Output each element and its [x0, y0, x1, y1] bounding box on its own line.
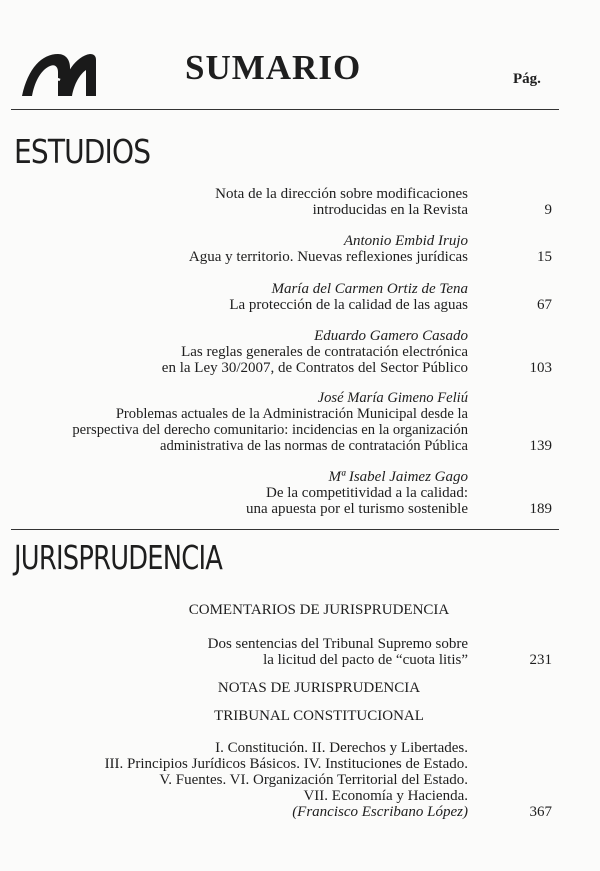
subsection-heading-notas: NOTAS DE JURISPRUDENCIA	[217, 680, 421, 696]
entry-author: Antonio Embid Irujo	[343, 233, 468, 249]
toc-entry[interactable]	[20, 390, 468, 454]
entry-page-number: 231	[529, 652, 552, 668]
entry-page-number: 103	[529, 360, 552, 376]
entry-title-line: administrativa de las normas de contratación Pública	[160, 438, 468, 454]
subsection-heading-tribunal: TRIBUNAL CONSTITUCIONAL	[214, 708, 424, 724]
entry-title-line: Problemas actuales de la Administración Municipal desde la	[115, 406, 468, 422]
entry-title-line: perspectiva del derecho comunitario: incidencias en la organización	[72, 422, 468, 438]
entry-page-number: 367	[529, 804, 552, 820]
header-divider	[11, 109, 559, 110]
toc-entry[interactable]	[20, 740, 468, 820]
page-column-label: Pág.	[513, 71, 541, 87]
section-heading-jurisprudencia: JURISPRUDENCIA	[14, 538, 223, 577]
entry-title-line: Nota de la dirección sobre modificaciones	[215, 186, 468, 202]
entry-page-number: 189	[529, 501, 552, 517]
entry-author: María del Carmen Ortiz de Tena	[271, 281, 468, 297]
entry-title-line: Las reglas generales de contratación electrónica	[181, 344, 468, 360]
entry-page-number: 67	[537, 297, 552, 313]
entry-title-line: I. Constitución. II. Derechos y Libertades.	[215, 740, 468, 756]
journal-logo	[20, 48, 98, 100]
entry-title-line: una apuesta por el turismo sostenible	[245, 501, 468, 517]
entry-author: Eduardo Gamero Casado	[314, 328, 468, 344]
subsection-heading-comentarios: COMENTARIOS DE JURISPRUDENCIA	[188, 602, 450, 618]
section-heading-estudios: ESTUDIOS	[14, 132, 151, 171]
page-title: SUMARIO	[185, 48, 362, 87]
section-divider	[11, 529, 559, 530]
toc-entry[interactable]	[20, 233, 468, 265]
entry-page-number: 9	[544, 202, 552, 218]
entry-title-line: la licitud del pacto de “cuota litis”	[263, 652, 468, 668]
entry-title-line: V. Fuentes. VI. Organización Territorial del Estado.	[159, 772, 468, 788]
entry-page-number: 15	[537, 249, 552, 265]
entry-title-line: Agua y territorio. Nuevas reflexiones jurídicas	[188, 249, 468, 265]
entry-title-line: introducidas en la Revista	[312, 202, 468, 218]
entry-title-line: La protección de la calidad de las aguas	[229, 297, 468, 313]
toc-entry[interactable]	[20, 469, 468, 517]
toc-entry[interactable]	[20, 186, 468, 218]
toc-entry[interactable]	[20, 281, 468, 313]
entry-author: José María Gimeno Feliú	[317, 390, 468, 406]
toc-entry[interactable]	[20, 636, 468, 668]
entry-title-line: De la competitividad a la calidad:	[265, 485, 468, 501]
entry-title-line: III. Principios Jurídicos Básicos. IV. Instituciones de Estado.	[104, 756, 468, 772]
entry-title-line: Dos sentencias del Tribunal Supremo sobre	[207, 636, 468, 652]
toc-entry[interactable]	[20, 328, 468, 376]
entry-title-line: en la Ley 30/2007, de Contratos del Sector Público	[161, 360, 468, 376]
entry-author: Mª Isabel Jaimez Gago	[328, 469, 468, 485]
entry-title-line: VII. Economía y Hacienda.	[303, 788, 468, 804]
entry-page-number: 139	[529, 438, 552, 454]
entry-author: (Francisco Escribano López)	[292, 804, 468, 820]
